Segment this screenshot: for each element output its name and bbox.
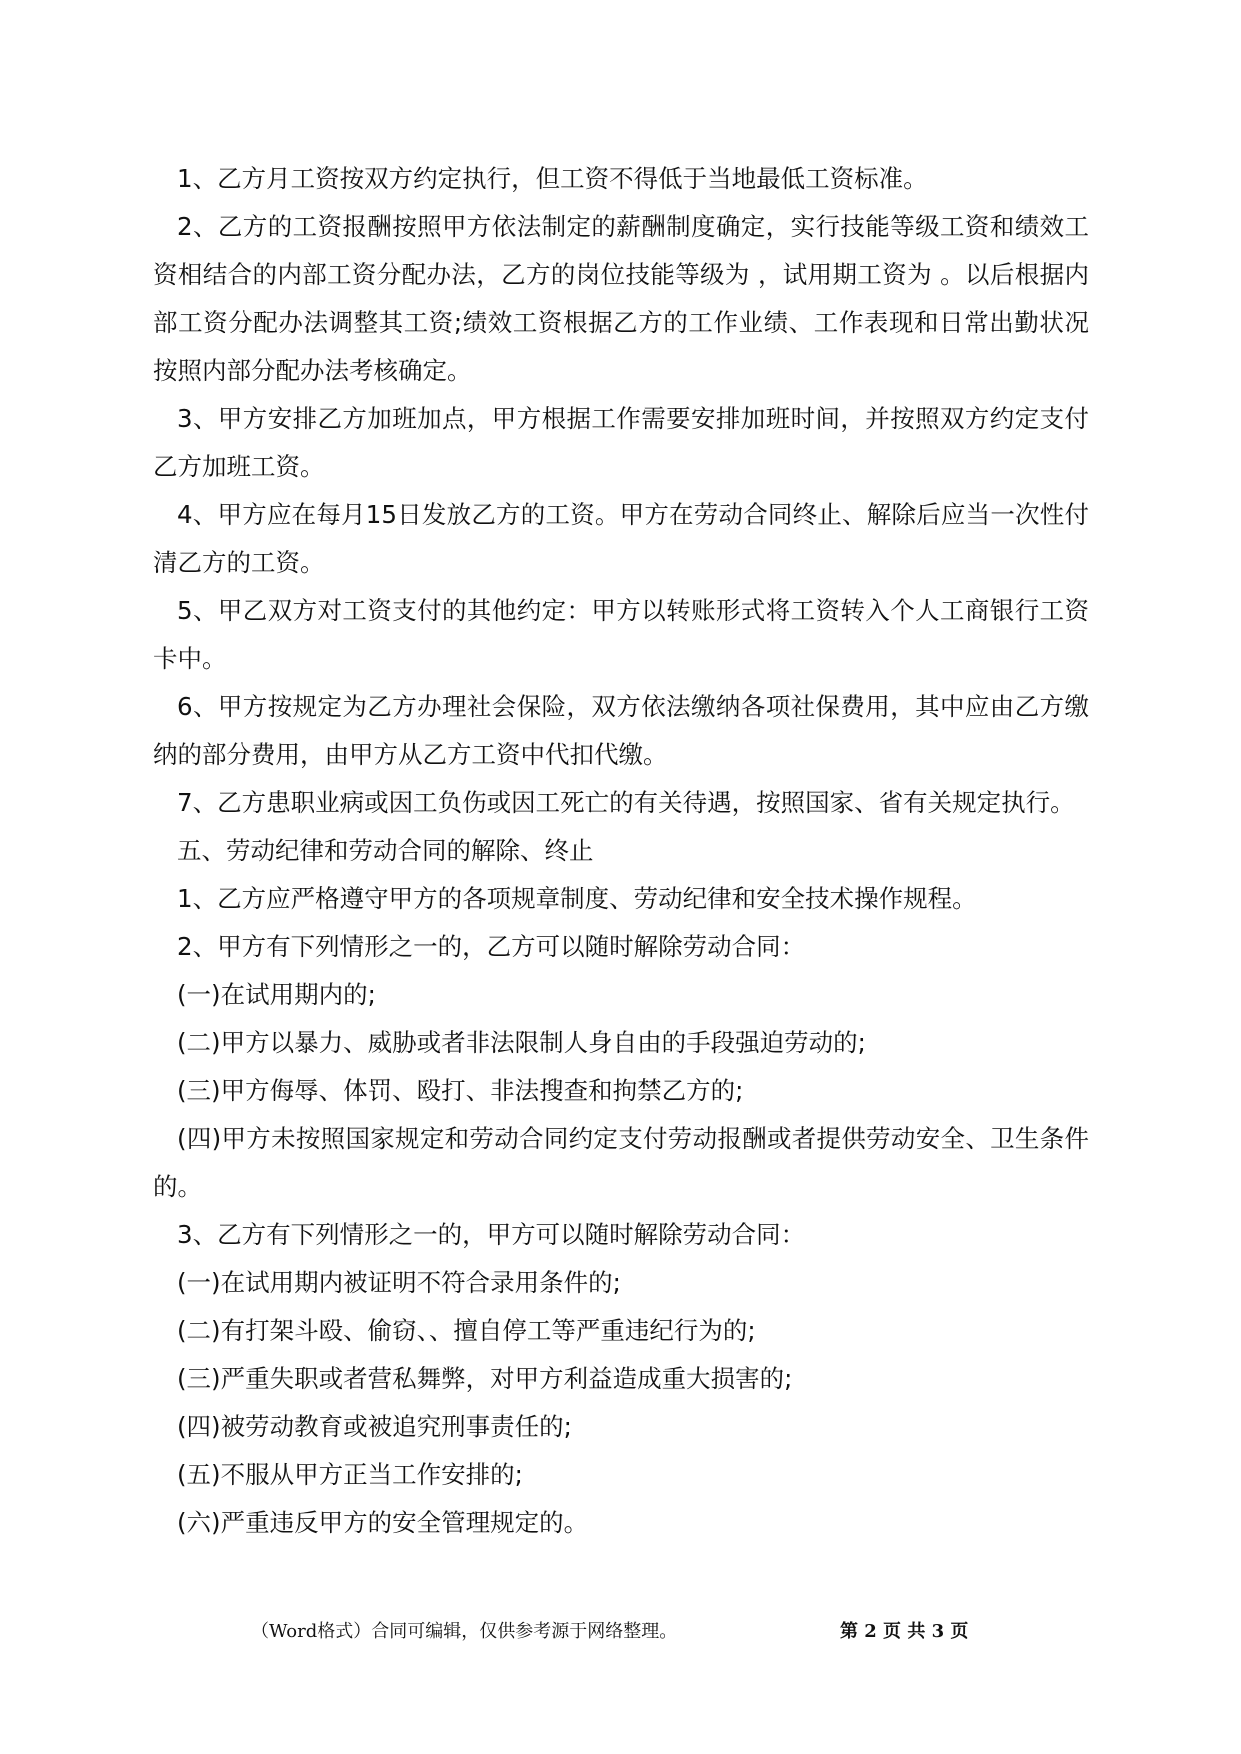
paragraph: 4、甲方应在每月15日发放乙方的工资。甲方在劳动合同终止、解除后应当一次性付清乙方的工资。 (153, 500, 1089, 577)
list-item: (四)被劳动教育或被追究刑事责任的; (177, 1412, 572, 1441)
list-item: (四)甲方未按照国家规定和劳动合同约定支付劳动报酬或者提供劳动安全、卫生条件的。 (153, 1124, 1089, 1201)
section-heading: 五、劳动纪律和劳动合同的解除、终止 (177, 836, 594, 865)
list-item: (一)在试用期内被证明不符合录用条件的; (177, 1268, 621, 1297)
paragraph: 3、乙方有下列情形之一的，甲方可以随时解除劳动合同： (177, 1220, 806, 1249)
document-body (153, 155, 1089, 1547)
footer-note: （Word格式）合同可编辑，仅供参考源于网络整理。 (251, 1621, 678, 1642)
paragraph: 2、乙方的工资报酬按照甲方依法制定的薪酬制度确定，实行技能等级工资和绩效工资相结合的内部工资分配办法，乙方的岗位技能等级为 ，试用期工资为 。以后根据内部工资分配办法调整其工资;绩效工资根据乙方的工作业绩、工作表现和日常出勤状况按照内部分配办法考核确定。 (153, 212, 1089, 385)
paragraph: 7、乙方患职业病或因工负伤或因工死亡的有关待遇，按照国家、省有关规定执行。 (177, 788, 1075, 817)
list-item: (二)有打架斗殴、偷窃、、擅自停工等严重违纪行为的; (177, 1316, 756, 1345)
paragraph: 6、甲方按规定为乙方办理社会保险，双方依法缴纳各项社保费用，其中应由乙方缴纳的部分费用，由甲方从乙方工资中代扣代缴。 (153, 692, 1089, 769)
paragraph: 5、甲乙双方对工资支付的其他约定：甲方以转账形式将工资转入个人工商银行工资卡中。 (153, 596, 1089, 673)
paragraph: 2、甲方有下列情形之一的，乙方可以随时解除劳动合同： (177, 932, 806, 961)
list-item: (三)甲方侮辱、体罚、殴打、非法搜查和拘禁乙方的; (177, 1076, 744, 1105)
list-item: (二)甲方以暴力、威胁或者非法限制人身自由的手段强迫劳动的; (177, 1028, 866, 1057)
list-item: (五)不服从甲方正当工作安排的; (177, 1460, 523, 1489)
list-item: (一)在试用期内的; (177, 980, 376, 1009)
paragraph: 3、甲方安排乙方加班加点，甲方根据工作需要安排加班时间，并按照双方约定支付乙方加班工资。 (153, 404, 1089, 481)
list-item: (三)严重失职或者营私舞弊，对甲方利益造成重大损害的; (177, 1364, 793, 1393)
list-item: (六)严重违反甲方的安全管理规定的。 (177, 1508, 589, 1537)
paragraph: 1、乙方应严格遵守甲方的各项规章制度、劳动纪律和安全技术操作规程。 (177, 884, 977, 913)
page-number: 第 2 页 共 3 页 (840, 1621, 969, 1642)
paragraph: 1、乙方月工资按双方约定执行，但工资不得低于当地最低工资标准。 (177, 164, 928, 193)
page-footer (0, 1617, 1241, 1647)
